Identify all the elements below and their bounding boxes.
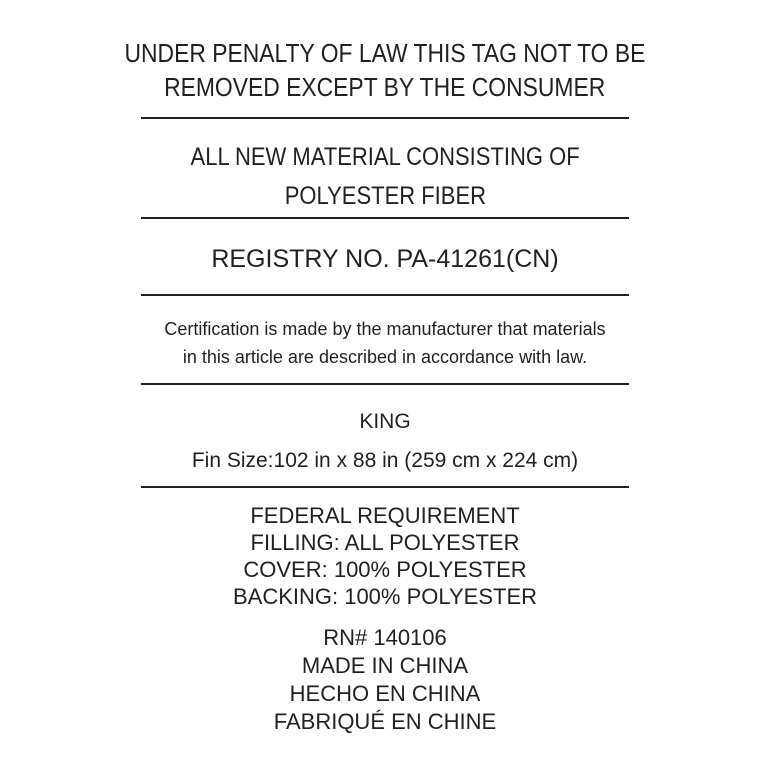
divider-4 [141, 383, 629, 385]
registry-number-text: REGISTRY NO. PA-41261(CN) [211, 245, 559, 273]
divider-1 [141, 117, 629, 119]
origin-french [0, 711, 770, 733]
federal-filling-text: FILLING: ALL POLYESTER [250, 530, 520, 555]
registry-number [0, 247, 770, 272]
federal-heading [0, 505, 770, 527]
federal-heading-text: FEDERAL REQUIREMENT [250, 503, 520, 528]
size-name [0, 411, 770, 432]
warning-line-1 [0, 40, 770, 66]
rn-number-text: RN# 140106 [323, 625, 447, 650]
certification-line-1-text: Certification is made by the manufacturer that materials [164, 319, 606, 339]
material-line-1 [0, 145, 770, 170]
rn-number [0, 627, 770, 649]
size-name-text: KING [359, 410, 411, 433]
material-line-2 [0, 184, 770, 209]
origin-spanish [0, 683, 770, 705]
federal-backing [0, 586, 770, 608]
origin-english-text: MADE IN CHINA [301, 653, 469, 678]
warning-line-1-text: UNDER PENALTY OF LAW THIS TAG NOT TO BE [124, 38, 646, 68]
divider-3 [141, 294, 629, 296]
material-line-1-text: ALL NEW MATERIAL CONSISTING OF [190, 143, 580, 171]
origin-english [0, 655, 770, 677]
divider-5 [141, 486, 629, 488]
size-dimensions [0, 450, 770, 471]
certification-line-2 [0, 348, 770, 366]
certification-line-2-text: in this article are described in accordance with law. [182, 347, 588, 367]
divider-2 [141, 217, 629, 219]
warning-line-2-text: REMOVED EXCEPT BY THE CONSUMER [164, 72, 606, 102]
warning-line-2 [0, 74, 770, 100]
origin-spanish-text: HECHO EN CHINA [289, 681, 481, 706]
federal-cover [0, 559, 770, 581]
certification-line-1 [0, 320, 770, 338]
material-line-2-text: POLYESTER FIBER [284, 182, 486, 210]
federal-cover-text: COVER: 100% POLYESTER [243, 557, 527, 582]
origin-french-text: FABRIQUÉ EN CHINE [273, 709, 497, 734]
federal-backing-text: BACKING: 100% POLYESTER [232, 584, 538, 609]
federal-filling [0, 532, 770, 554]
size-dimensions-text: Fin Size:102 in x 88 in (259 cm x 224 cm) [191, 449, 579, 472]
